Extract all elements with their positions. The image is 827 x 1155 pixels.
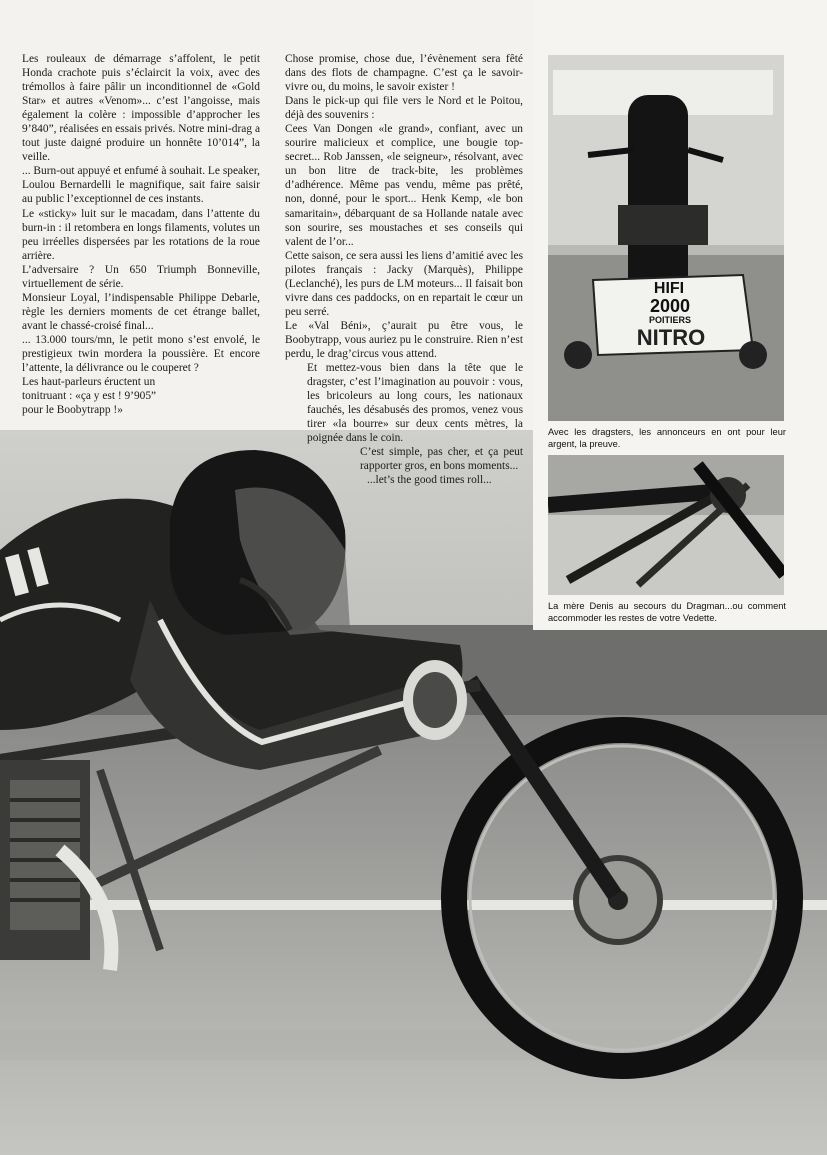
handlebar-detail-photo	[548, 455, 784, 595]
paragraph: Cees Van Dongen «le grand», confiant, avec un sourire malicieux et complice, une bougie top-secret... Rob Janssen, «le seigneur», résolvant, avec un bon litre de track-bite, les problèmes d’adhérence. Même pas vendu, même pas prêté, non, donné, pour le sport... Henk Kemp, «le bon samaritain», débarquant de sa Hollande natale avec son sourire, ses moustaches et ses conseils qui valent de l’or...	[285, 123, 523, 248]
text-column-2	[285, 52, 523, 487]
sponsor-sign-nitro: NITRO	[636, 325, 706, 350]
caption-handlebar: La mère Denis au secours du Dragman...ou comment accommoder les restes de votre Vedette.	[548, 601, 786, 623]
dragster-sponsor-photo	[548, 55, 784, 421]
paragraph: ... Burn-out appuyé et enfumé à souhait. Le speaker, Loulou Bernardelli le magnifique, sait faire saisir au public l’exceptionnel de ces instants.	[22, 165, 260, 206]
paragraph: L’adversaire ? Un 650 Triumph Bonneville, virtuellement de série.	[22, 263, 260, 290]
paragraph: Chose promise, chose due, l’évènement sera fêté dans des flots de champagne. C’est ça le savoir-vivre ou, du moins, le savoir exister !	[285, 53, 523, 94]
caption-dragster: Avec les dragsters, les annonceurs en ont pour leur argent, la preuve.	[548, 427, 786, 449]
paragraph: ... 13.000 tours/mn, le petit mono s’est envolé, le prestigieux twin mordera la poussière. Et encore l’attente, la délivrance ou le couperet ?	[22, 333, 260, 375]
text-column-1	[22, 52, 260, 417]
paragraph: Et mettez-vous bien dans la tête que le dragster, c’est l’imagination au pouvoir : vous, les bricoleurs au long cours, les nationaux fauchés, les désabusés des promos, venez vous tirer «la bourre» sur deux cents mètres, la poignée dans le coin.	[307, 362, 523, 445]
paragraph: ...let’s the good times roll...	[367, 474, 492, 487]
dragster-sponsor-illustration	[548, 55, 784, 421]
paragraph: Les haut-parleurs éructent un tonitruant : «ça y est ! 9’905” pour le Boobytrapp !»	[22, 376, 157, 417]
paragraph: Cette saison, ce sera aussi les liens d’amitié avec les pilotes français : Jacky (Marquès), Philippe (Leclanché), les purs de LM moteurs... Il faisait bon vivre dans ces paddocks, on en repartait le cœur un peu serré.	[285, 249, 523, 318]
paragraph: C’est simple, pas cher, et ça peut rapporter gros, en bons moments...	[360, 446, 523, 473]
paragraph: Le «Val Béni», ç’aurait pu être vous, le Boobytrapp, vous auriez pu le construire. Rien n’est perdu, le drag’circus vous attend.	[285, 319, 523, 360]
paragraph: Le «sticky» luit sur le macadam, dans l’attente du burn-in : il retombera en longs filaments, volutes un peu irréelles dispersées par les rotations de la roue arrière.	[22, 207, 260, 262]
paragraph: Les rouleaux de démarrage s’affolent, le petit Honda crachote puis s’éclaircit la voix, avec des trémollos à faire pâlir un inconditionnel de «Gold Star» et autres «Venom»... c’est l’angoisse, mais également la colère : impossible d’approcher les 9’840”, réalisées en essais privés. Notre mini-drag a tout juste daigné produire un honnête 10’014”, la veille.	[22, 53, 260, 164]
sponsor-sign-2000: 2000	[649, 296, 691, 316]
paragraph: Monsieur Loyal, l’indispensable Philippe Debarle, règle les derniers moments de cet étrange ballet, avant le chassé-croisé final...	[22, 291, 260, 332]
sponsor-sign-poitiers: POITIERS	[648, 315, 691, 325]
paragraph: Dans le pick-up qui file vers le Nord et le Poitou, déjà des souvenirs :	[285, 95, 523, 122]
sponsor-sign-hifi: HIFI	[653, 280, 685, 297]
handlebar-illustration	[548, 455, 784, 595]
